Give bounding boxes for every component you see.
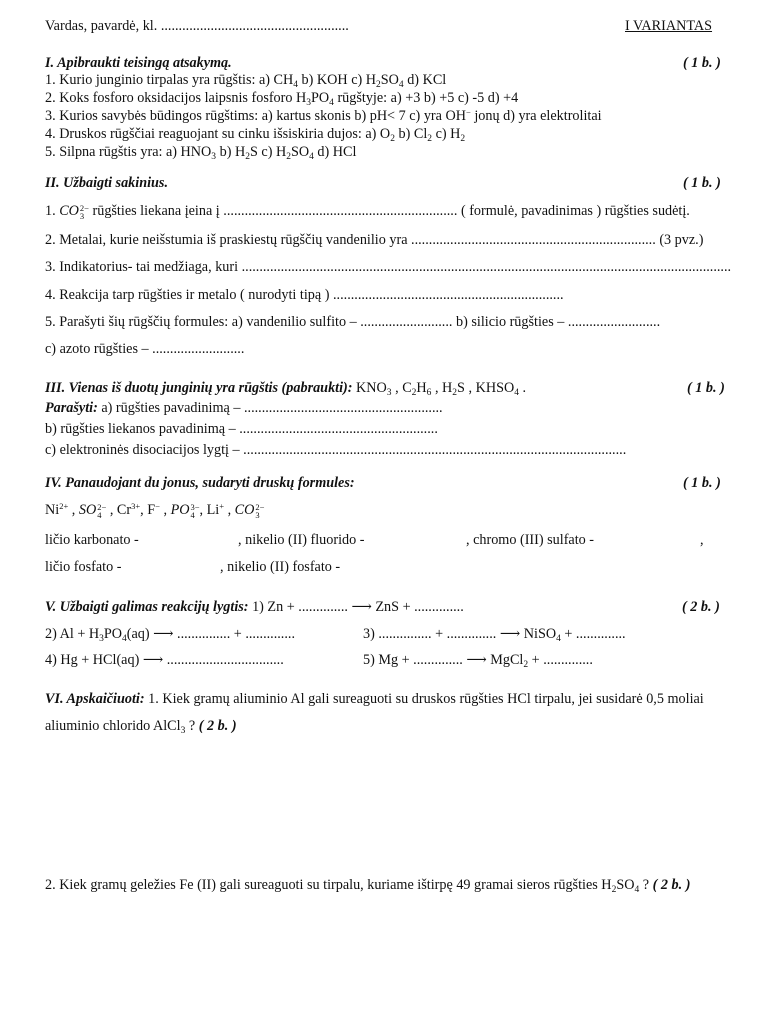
salt-line-1-d: , xyxy=(700,532,704,548)
salt-line-1-b: , nikelio (II) fluorido - xyxy=(238,532,365,548)
section-1-q3: 3. Kurios savybės būdingos rūgštims: a) kartus skonis b) pH< 7 c) yra OH− jonų d) yra elektrolitai xyxy=(45,107,602,124)
section-1-title: I. Apibraukti teisingą atsakymą. xyxy=(45,55,232,71)
salt-line-1-c: , chromo (III) sulfato - xyxy=(466,532,595,548)
salt-line-1-a: ličio karbonato - xyxy=(45,532,139,548)
student-name-line: Vardas, pavardė, kl. ..................................................... xyxy=(45,18,349,34)
section-2-title: II. Užbaigti sakinius. xyxy=(45,175,168,191)
variant-label: I VARIANTAS xyxy=(625,18,713,34)
section-2-q1: 1. CO 2− 3 rūgšties liekana įeina į .................................................................. ( formulė, pavadinimas ) rūgšties sudėtį. xyxy=(45,202,690,221)
reaction-4: 4) Hg + HCl(aq) ⟶ ................................. xyxy=(45,652,284,668)
section-6-q1-line1: VI. Apskaičiuoti: 1. Kiek gramų aliuminio Al gali sureaguoti su druskos rūgšties HCl tirpalu, jei susidarė 0,5 moliai xyxy=(45,691,704,707)
ion-list: $Ni^{2+}$ , SO 2− 4 , $Cr^{3+}$, F− , PO 3− 4 , Li+ , CO 2− 3 xyxy=(45,501,265,520)
section-5-title: V. Užbaigti galimas reakcijų lygtis: 1) Zn + .............. ⟶ ZnS + .............. xyxy=(45,599,464,615)
reaction-5: 5) Mg + .............. ⟶ MgCl$_2$ + .............. xyxy=(363,652,593,670)
section-1-q4: 4. Druskos rūgščiai reaguojant su cinku išsiskiria dujos: a) $O_2$ b) $Cl_2$ c) $H_2$ xyxy=(45,126,466,144)
section-4-points: ( 1 b. ) xyxy=(683,475,721,491)
section-1-q5: 5. Silpna rūgštis yra: a) $HNO_3$ b) $H_2S$ c) $H_2SO_4$ d) HCl xyxy=(45,144,357,162)
section-2-q2: 2. Metalai, kurie neišstumia iš praskiestų rūgščių vandenilio yra ..................................................................... (3 pvz.) xyxy=(45,232,704,248)
section-1-points: ( 1 b. ) xyxy=(683,55,721,71)
section-2-q5: 5. Parašyti šių rūgščių formules: a) vandenilio sulfito – .......................... b) silicio rūgšties – .......................... xyxy=(45,314,661,330)
section-6-q1-line2: aliuminio chlorido AlCl$_3$ ? ( 2 b. ) xyxy=(45,718,237,736)
reaction-3: 3) ............... + .............. ⟶ NiSO$_4$ + .............. xyxy=(363,626,626,644)
section-2-q3: 3. Indikatorius- tai medžiaga, kuri .......................................................................................................................................... xyxy=(45,259,732,275)
section-3-b: b) rūgšties liekanos pavadinimą – ........................................................ xyxy=(45,421,438,437)
section-3-points: ( 1 b. ) xyxy=(687,380,725,396)
section-6-q2: 2. Kiek gramų geležies Fe (II) gali sureaguoti su tirpalu, kuriame ištirpę 49 gramai sieros rūgšties $H_2SO_4$ ? ( 2 b. ) xyxy=(45,877,691,895)
section-4-title: IV. Panaudojant du jonus, sudaryti druskų formules: xyxy=(45,475,355,491)
section-3-a: Parašyti: a) rūgšties pavadinimą – ........................................................ xyxy=(45,400,443,416)
section-1-q2: 2. Koks fosforo oksidacijos laipsnis fosforo $H_3PO_4$ rūgštyje: a) +3 b) +5 c) -5 d) +4 xyxy=(45,90,519,108)
section-2-q4: 4. Reakcija tarp rūgšties ir metalo ( nurodyti tipą ) ................................................................. xyxy=(45,287,564,303)
section-1-q1: 1. Kurio junginio tirpalas yra rūgštis: a) $CH_4$ b) KOH c) $H_2SO_4$ d) KCl xyxy=(45,72,447,90)
section-5-points: ( 2 b. ) xyxy=(682,599,720,615)
section-2-q5c: c) azoto rūgšties – .......................... xyxy=(45,341,245,357)
reaction-2: 2) $Al + H_3PO_4(aq)$ ⟶ ............... + .............. xyxy=(45,626,295,644)
salt-line-2-a: ličio fosfato - xyxy=(45,559,122,575)
section-3-title: III. Vienas iš duotų junginių yra rūgštis (pabraukti): $KNO_3$ , $C_2H_6$ , $H_2S$ , $KHSO_4$ . xyxy=(45,380,527,398)
section-2-points: ( 1 b. ) xyxy=(683,175,721,191)
section-3-c: c) elektroninės disociacijos lygtį – ............................................................................................................ xyxy=(45,442,627,458)
salt-line-2-b: , nikelio (II) fosfato - xyxy=(220,559,341,575)
